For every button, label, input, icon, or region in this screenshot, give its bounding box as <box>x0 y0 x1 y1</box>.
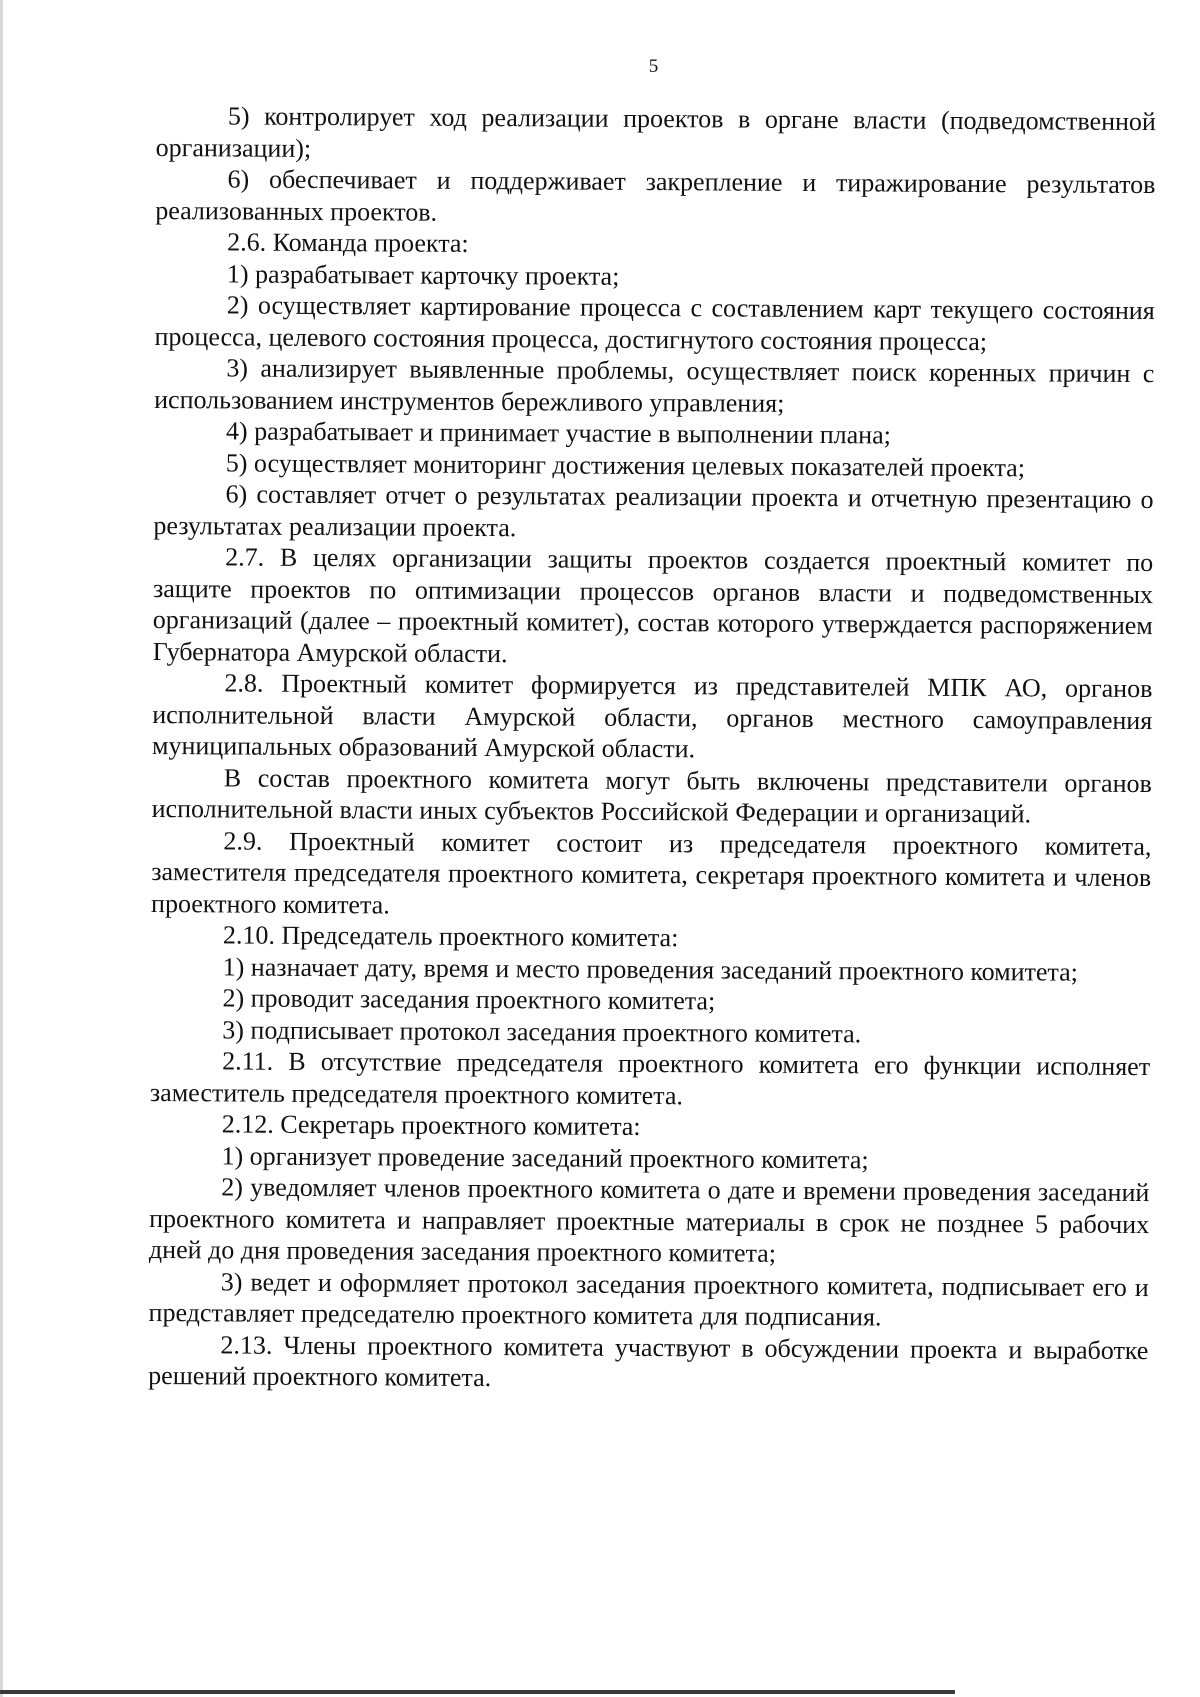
paragraph-item-6b: 6) составляет отчет о результатах реализации проекта и отчетную презентацию о результатах реализации проекта. <box>153 479 1154 542</box>
paragraph-item-5: 5) контролирует ход реализации проектов в органе власти (подведомственной организации); <box>155 101 1156 163</box>
page-number: 5 <box>648 56 659 77</box>
paragraph-chair-1: 1) назначает дату, время и место проведения заседаний проектного комитета; <box>222 951 1079 987</box>
paragraph-chair-2: 2) проводит заседания проектного комитета; <box>222 983 716 1016</box>
section-2-13: 2.13. Члены проектного комитета участвуют в обсуждении проекта и выработке решений проектного комитета. <box>148 1329 1149 1393</box>
paragraph-secretary-2: 2) уведомляет членов проектного комитета о дате и времени проведения заседаний проектного комитета и направляет проектные материалы в срок не позднее 5 рабочих дней до дня проведения заседания проектного комитета; <box>148 1172 1150 1268</box>
scan-edge-bottom <box>0 1690 955 1694</box>
paragraph-item-5b: 5) осуществляет мониторинг достижения целевых показателей проекта; <box>225 447 1026 482</box>
section-2-8: 2.8. Проектный комитет формируется из представителей МПК АО, органов исполнительной власти Амурской области, органов местного самоуправления муниципальных образований Амурской области. <box>151 668 1153 764</box>
document-body <box>148 100 1156 1398</box>
section-2-9: 2.9. Проектный комитет состоит из председателя проектного комитета, заместителя председателя проектного комитета, секретаря проектного комитета и членов проектного комитета. <box>151 825 1152 919</box>
paragraph-chair-3: 3) подписывает протокол заседания проектного комитета. <box>222 1014 862 1048</box>
paragraph-item-6: 6) обеспечивает и поддерживает закрепление и тиражирование результатов реализованных проектов. <box>155 164 1156 227</box>
paragraph-item-1: 1) разрабатывает карточку проекта; <box>226 258 620 291</box>
paragraph-item-4: 4) разрабатывает и принимает участие в выполнении плана; <box>225 416 892 450</box>
section-2-11: 2.11. В отсутствие председателя проектного комитета его функции исполняет заместитель председателя проектного комитета. <box>149 1046 1151 1110</box>
scan-edge-left <box>0 0 3 1697</box>
section-heading-2-6: 2.6. Команда проекта: <box>227 227 469 258</box>
paragraph-secretary-3: 3) ведет и оформляет протокол заседания проектного комитета, подписывает его и представляет председателю проектного комитета для подписания. <box>148 1266 1149 1332</box>
section-2-7: 2.7. В целях организации защиты проектов создается проектный комитет по защите проектов по оптимизации процессов органов власти и подведомственных организаций (далее – проектный комитет), состав которого утверждается распоряжением Губернатора Амурской области. <box>152 542 1154 668</box>
section-heading-2-12: 2.12. Секретарь проектного комитета: <box>221 1109 641 1141</box>
paragraph-item-2: 2) осуществляет картирование процесса с составлением карт текущего состояния процесса, целевого состояния процесса, достигнутого состояния процесса; <box>154 290 1155 356</box>
paragraph-composition: В состав проектного комитета могут быть включены представители органов исполнительной власти иных субъектов Российской Федерации и организаций. <box>151 762 1152 829</box>
paragraph-secretary-1: 1) организует проведение заседаний проектного комитета; <box>221 1140 869 1174</box>
paragraph-item-3: 3) анализирует выявленные проблемы, осуществляет поиск коренных причин с использованием инструментов бережливого управления; <box>154 353 1155 418</box>
section-heading-2-10: 2.10. Председатель проектного комитета: <box>222 920 679 953</box>
